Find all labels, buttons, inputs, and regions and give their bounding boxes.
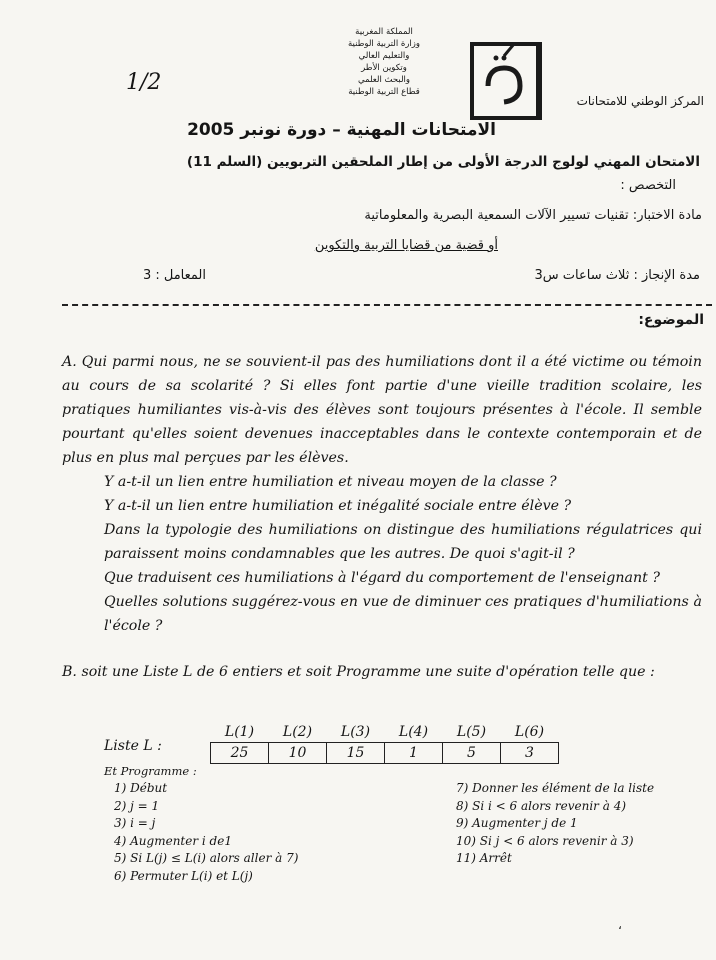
program-step: 10) Si j < 6 alors revenir à 3) — [456, 833, 634, 848]
specialty-label: التخصص : — [620, 178, 676, 193]
ministry-line: وتكوين الأطر — [361, 63, 407, 73]
exam-description: الامتحان المهني لولوج الدرجة الأولى من إطار الملحقين التربويين (السلم 11) — [186, 154, 700, 170]
list-header-cell: L(4) — [398, 724, 429, 740]
list-header-cell: L(6) — [514, 724, 545, 740]
list-table — [210, 722, 559, 764]
program-step: 6) Permuter L(i) et L(j) — [114, 868, 253, 883]
list-value-cell: 1 — [385, 743, 443, 764]
ministry-block — [324, 26, 444, 98]
program-step: 4) Augmenter i de1 — [114, 833, 232, 848]
exam-center-name: المركز الوطني للامتحانات — [576, 94, 704, 108]
list-value-cell: 10 — [269, 743, 327, 764]
question-item: Quelles solutions suggérez-vous en vue de diminuer ces pratiques d'humiliations à l'école ? — [104, 594, 702, 634]
program-steps-left — [114, 780, 298, 885]
session-title: الامتحانات المهنية – دورة نونبر 2005 — [187, 120, 496, 140]
question-item: Y a-t-il un lien entre humiliation et niveau moyen de la classe ? — [104, 474, 557, 490]
part-b-intro: B. soit une Liste L de 6 entiers et soit Programme une suite d'opération telle que : — [62, 664, 655, 680]
exam-duration: مدة الإنجاز : ثلاث ساعات س3 — [534, 268, 700, 283]
list-header-cell: L(1) — [224, 724, 255, 740]
part-a — [62, 350, 702, 638]
ministry-line: المملكة المغربية — [355, 27, 413, 37]
page-mark: ، — [618, 918, 622, 932]
list-value-cell: 3 — [501, 743, 559, 764]
program-step: 8) Si i < 6 alors revenir à 4) — [456, 798, 627, 813]
subject-label: الموضوع: — [638, 312, 704, 328]
list-value-cell: 25 — [211, 743, 269, 764]
program-step: 3) i = j — [114, 816, 156, 830]
program-steps-right — [456, 780, 654, 868]
question-item: Dans la typologie des humiliations on distingue des humiliations régulatrices qui paraissent moins condamnables que les autres. De quoi s'agit-il ? — [104, 522, 702, 562]
list-header-cell: L(5) — [456, 724, 487, 740]
program-step: 1) Début — [114, 781, 168, 795]
ministry-line: والتعليم العالي — [358, 51, 410, 61]
ministry-line: وزارة التربية الوطنية — [347, 39, 421, 49]
logo-mark-icon — [474, 46, 536, 116]
list-label: Liste L : — [104, 738, 162, 754]
list-value-cell: 15 — [327, 743, 385, 764]
ministry-line: والبحث العلمي — [357, 75, 411, 85]
program-label: Et Programme : — [104, 764, 197, 778]
question-item: Y a-t-il un lien entre humiliation et inégalité sociale entre élève ? — [104, 498, 572, 514]
program-step: 7) Donner les élément de la liste — [456, 781, 655, 795]
exam-subject: مادة الاختبار: تقنيات تسيير الآلات السمعية البصرية والمعلوماتية — [364, 208, 702, 223]
list-header-cell: L(3) — [340, 724, 371, 740]
exam-center-logo — [470, 42, 542, 120]
program-step: 9) Augmenter j de 1 — [456, 816, 578, 830]
header-divider — [62, 304, 712, 306]
page-number: 1/2 — [126, 70, 162, 95]
part-a-paragraph: A. Qui parmi nous, ne se souvient-il pas des humiliations dont il a été victime ou témoin au cours de sa scolarité ? Si elles font partie d'une vieille tradition scolaire, les pratiques humiliantes vis-à-vis des élèves sont toujours présentes à l'école. Il semble pourtant qu'elles soient devenues inacceptables dans le contexte contemporain et de plus en plus mal perçues par les élèves. — [62, 354, 702, 466]
list-header-cell: L(2) — [282, 724, 313, 740]
exam-coefficient: المعامل : 3 — [142, 268, 206, 283]
program-step: 11) Arrêt — [456, 851, 512, 865]
ministry-line: قطاع التربية الوطنية — [348, 87, 420, 97]
exam-subject-alt: أو قضية من قضايا التربية والتكوين — [314, 238, 498, 253]
program-step: 5) Si L(j) ≤ L(i) alors aller à 7) — [114, 851, 299, 865]
program-step: 2) j = 1 — [114, 798, 160, 813]
list-value-cell: 5 — [443, 743, 501, 764]
question-item: Que traduisent ces humiliations à l'égard du comportement de l'enseignant ? — [104, 570, 660, 586]
